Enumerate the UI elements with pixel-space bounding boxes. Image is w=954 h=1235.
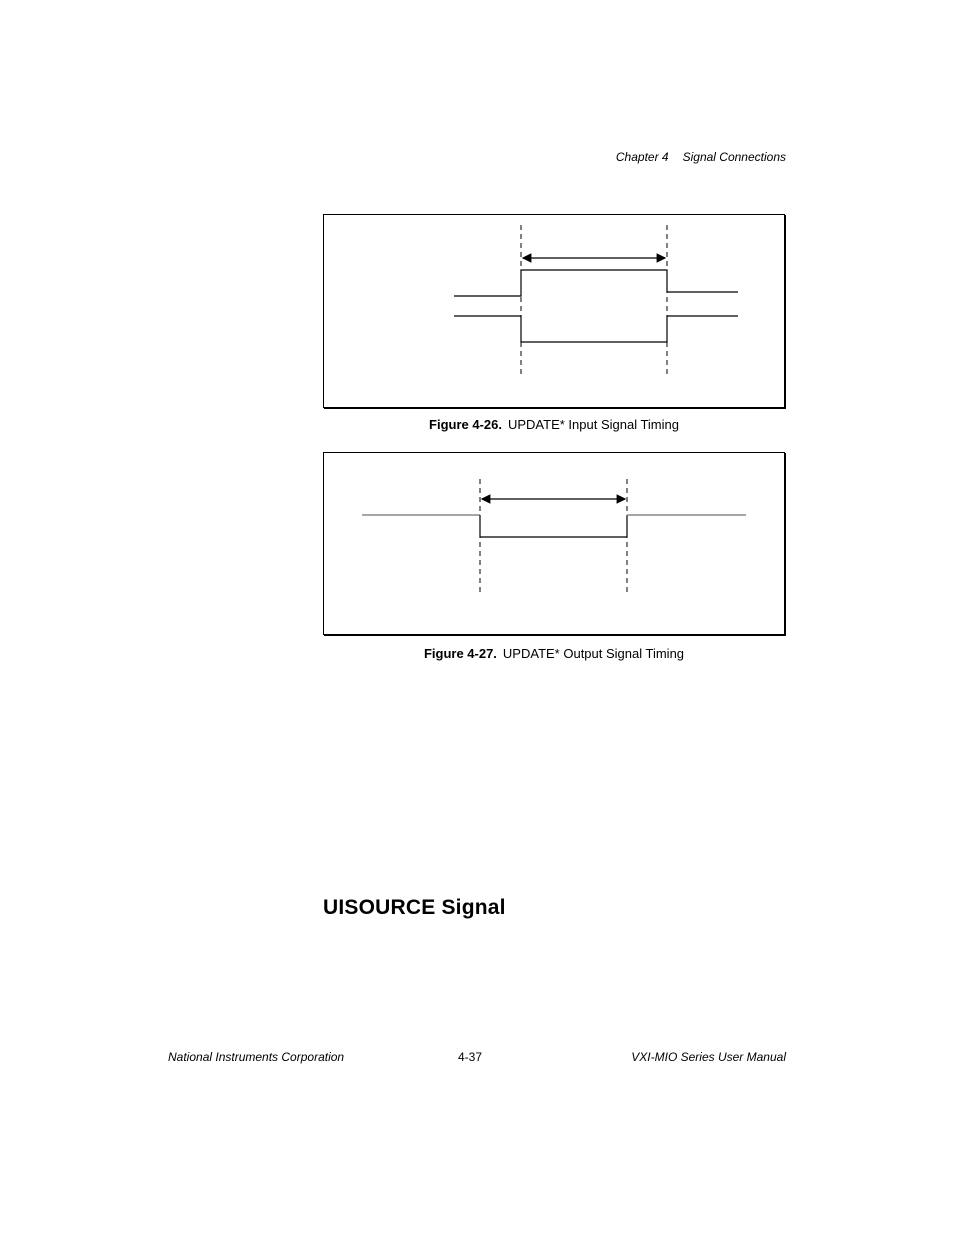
header-chapter: Chapter 4	[615, 150, 669, 164]
section-heading: UISOURCE Signal	[323, 896, 506, 919]
running-header	[560, 150, 786, 164]
figure-output-timing-diagram	[323, 452, 785, 635]
figure-title: UPDATE* Input Signal Timing	[507, 417, 679, 432]
figure-caption	[323, 646, 785, 661]
footer-manual-title: VXI-MIO Series User Manual	[631, 1050, 786, 1064]
figure-title: UPDATE* Output Signal Timing	[502, 646, 685, 661]
output-signal-trace-pulse	[480, 515, 627, 537]
footer-publisher: National Instruments Corporation	[168, 1050, 345, 1064]
figure-caption	[323, 417, 785, 432]
signal-upper-trace	[454, 270, 738, 296]
output-timing-waveform	[324, 453, 786, 636]
input-timing-waveform	[324, 215, 786, 409]
page-number: 4-37	[458, 1050, 483, 1064]
figure-input-timing-diagram	[323, 214, 785, 408]
signal-lower-trace	[454, 316, 738, 342]
figure-number: Figure 4-27.	[423, 646, 497, 661]
figure-number: Figure 4-26.	[429, 417, 502, 432]
header-section: Signal Connections	[682, 150, 786, 164]
